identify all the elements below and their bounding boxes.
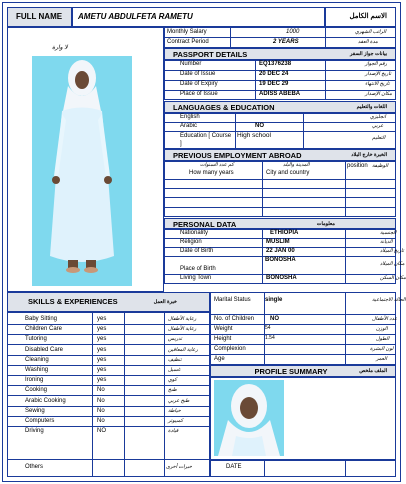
skill-label-ar: تنظيف	[168, 357, 182, 363]
living-town-label: Living Town	[180, 275, 212, 281]
religion-label: Religion	[180, 239, 202, 245]
skill-row-divider	[7, 344, 210, 345]
passport-place-label: Place of Issue	[180, 91, 218, 97]
skill-value: yes	[97, 326, 107, 332]
skill-label-ar: قيادة	[168, 428, 179, 434]
others-label: Others	[25, 464, 44, 470]
passport-number-value: EQ1376238	[259, 61, 292, 67]
salary-vdiv-1	[230, 27, 231, 48]
date-label: DATE	[226, 464, 242, 470]
skill-value: No	[97, 408, 105, 414]
dob-value: 22 JAN 00	[266, 248, 295, 254]
personal-title: PERSONAL DATA	[173, 220, 237, 229]
passport-place-value: ADISS ABEBA	[259, 91, 301, 97]
city-label: City and country	[266, 170, 310, 176]
passport-title: PASSPORT DETAILS	[173, 50, 248, 59]
passport-issue-value: 20 DEC 24	[259, 71, 289, 77]
complexion-label: Complexion	[214, 346, 246, 352]
full-name-label-text: FULL NAME	[16, 12, 63, 21]
profile-title-ar: الملف ملخص	[359, 368, 387, 374]
skill-value: No	[97, 418, 105, 424]
english-ar: انجليزي	[370, 114, 386, 120]
skill-label-ar: رعاية الأطفال	[168, 316, 197, 322]
position-label-ar: الوظيفة	[372, 163, 389, 169]
languages-title-ar: اللغات والتعليم	[356, 104, 387, 110]
dob-label: Date of Birth	[180, 248, 214, 254]
skill-label-ar: كوي	[168, 377, 177, 383]
languages-title: LANGUAGES & EDUCATION	[173, 103, 275, 112]
full-name-value: AMETU ABDULFETA RAMETU	[78, 12, 193, 21]
skill-value: yes	[97, 316, 107, 322]
skill-label: Washing	[25, 367, 49, 373]
weight-ar: الوزن	[376, 326, 388, 332]
arabic-ar: عربي	[372, 123, 384, 129]
employment-hdiv-2	[164, 188, 396, 189]
monthly-salary-label: Monthly Salary	[167, 29, 207, 35]
passport-header	[164, 48, 396, 60]
weight-value: 54	[265, 325, 271, 331]
contract-period-label: Contract Period	[167, 39, 209, 45]
skill-label-ar: طبخ	[168, 387, 177, 393]
date-vdiv-2	[345, 460, 346, 477]
skill-row-divider	[7, 395, 210, 396]
profile-photo	[214, 380, 284, 456]
skills-others-divider	[7, 459, 210, 460]
skill-label: Cleaning	[25, 357, 49, 363]
full-name-label	[7, 7, 72, 27]
skill-label-ar: طبخ عربي	[168, 398, 190, 404]
full-name-label-ar: الاسم الكامل	[349, 13, 387, 20]
passport-title-ar: بيانات جواز السفر	[350, 51, 387, 57]
contract-period-value: 2 YEARS	[273, 39, 299, 45]
children-ar: عدد الأطفال	[372, 316, 398, 322]
english-label: English	[180, 114, 200, 120]
date-vdiv-1	[264, 460, 265, 477]
dob-ar: تاريخ الميلاد	[380, 248, 404, 254]
passport-place-ar: مكان الإصدار	[365, 91, 392, 97]
skill-value: yes	[97, 377, 107, 383]
pob-value: BONOSHA	[265, 257, 296, 263]
salary-vdiv-2	[325, 27, 326, 48]
skill-label: Arabic Cooking	[25, 398, 66, 404]
marital-ar: الحالة الاجتماعية	[372, 297, 406, 303]
skills-title: SKILLS & EXPERIENCES	[28, 297, 118, 306]
others-ar: خبرات أخرى	[166, 464, 192, 470]
complexion-ar: لون البشرة	[370, 346, 394, 352]
employment-header	[164, 149, 396, 161]
age-ar: العمر	[376, 356, 387, 362]
monthly-salary-value: 1000	[286, 29, 300, 35]
children-label: No. of Children	[214, 316, 255, 322]
employment-vdiv-2	[345, 161, 346, 217]
arabic-label: Arabic	[180, 123, 198, 129]
passport-issue-ar: تاريخ الإصدار	[365, 71, 392, 77]
skill-value: yes	[97, 367, 107, 373]
employment-hdiv-3	[164, 197, 396, 198]
marital-label: Marital Status	[214, 297, 251, 303]
skill-label: Computers	[25, 418, 55, 424]
personal-title-ar: معلومات	[316, 221, 335, 227]
marital-value: single	[265, 297, 283, 303]
education-value: High school	[237, 132, 271, 139]
skill-value: NO	[97, 428, 106, 434]
age-label: Age	[214, 356, 225, 362]
skill-value: No	[97, 387, 105, 393]
profile-title: PROFILE SUMMARY	[254, 367, 328, 376]
years-label: How many years	[189, 170, 234, 176]
nationality-label: Nationality	[180, 230, 209, 236]
children-value: NO	[270, 316, 279, 322]
passport-expiry-label: Date of Expiry	[180, 81, 218, 87]
living-town-value: BONOSHA	[266, 275, 297, 281]
employment-hdiv-4	[164, 207, 396, 208]
passport-issue-label: Date of Issue	[180, 71, 216, 77]
skill-label: Cooking	[25, 387, 48, 393]
skill-value: No	[97, 398, 105, 404]
weight-label: Weight	[214, 326, 233, 332]
profile-portrait-icon	[214, 380, 284, 456]
religion-ar: الديانة	[380, 239, 393, 245]
living-town-ar: مكان السكن	[380, 275, 406, 281]
passport-expiry-ar: تاريخ الانتهاء	[365, 81, 390, 87]
position-label: position	[347, 163, 368, 169]
nationality-ar: الجنسية	[380, 230, 397, 236]
skill-label-ar: رعاية الأطفال	[168, 326, 197, 332]
passport-expiry-value: 19 DEC 29	[259, 81, 289, 87]
monthly-salary-label-ar: الراتب الشهري	[355, 29, 387, 35]
city-label-ar: المدينة والبلد	[283, 162, 310, 168]
full-body-photo	[32, 56, 132, 286]
languages-header	[164, 101, 396, 113]
pob-ar: مكان الميلاد	[380, 261, 405, 267]
height-ar: الطول	[376, 336, 390, 342]
skill-label: Baby Sitting	[25, 316, 58, 322]
years-label-ar: كم عدد السنوات	[200, 162, 234, 168]
arabic-value: NO	[255, 123, 264, 129]
skill-label: Ironing	[25, 377, 44, 383]
marital-hdiv-3	[210, 334, 396, 335]
skill-label: Sewing	[25, 408, 45, 414]
profile-header	[210, 365, 396, 377]
skills-title-ar: خبرة العمل	[153, 299, 177, 305]
skill-label: Driving	[25, 428, 44, 434]
skill-label-ar: تدريس	[168, 336, 183, 342]
languages-hdiv-1	[164, 122, 396, 123]
full-body-figure-icon	[32, 56, 132, 286]
personal-header	[164, 218, 396, 229]
skill-value: yes	[97, 347, 107, 353]
skill-value: yes	[97, 357, 107, 363]
skill-label: Children Care	[25, 326, 63, 332]
employment-hdiv-1	[164, 179, 396, 180]
skill-label-ar: خياطة	[168, 408, 181, 414]
nationality-value: ETHIOPIA	[270, 230, 299, 236]
skill-label: Disabled Care	[25, 347, 64, 353]
pob-label: Place of Birth	[180, 266, 216, 272]
skill-label-ar: رعاية المعاقين	[168, 347, 198, 353]
employment-title: PREVIOUS EMPLOYMENT ABROAD	[173, 151, 302, 160]
education-ar: التعليم	[372, 135, 386, 141]
marital-hdiv-5	[210, 354, 396, 355]
height-label: Height	[214, 336, 232, 342]
height-value: 1.54	[265, 335, 275, 341]
skill-label-ar: كمبيوتر	[168, 418, 184, 424]
skill-label: Tutoring	[25, 336, 47, 342]
skill-label-ar: غسيل	[168, 367, 181, 373]
education-label: Education [ Course ]	[180, 133, 232, 147]
employment-vdiv-1	[262, 161, 263, 217]
skills-header	[7, 292, 210, 312]
contract-period-label-ar: مدة العقد	[358, 39, 378, 45]
passport-number-ar: رقم الجواز	[365, 61, 388, 67]
marital-hdiv-2	[210, 324, 396, 325]
skill-value: yes	[97, 336, 107, 342]
employment-title-ar: الخبرة خارج البلاد	[351, 152, 387, 158]
photo-caption: لا وارة	[52, 45, 68, 51]
religion-value: MUSLIM	[266, 239, 290, 245]
passport-number-label: Number	[180, 61, 202, 67]
